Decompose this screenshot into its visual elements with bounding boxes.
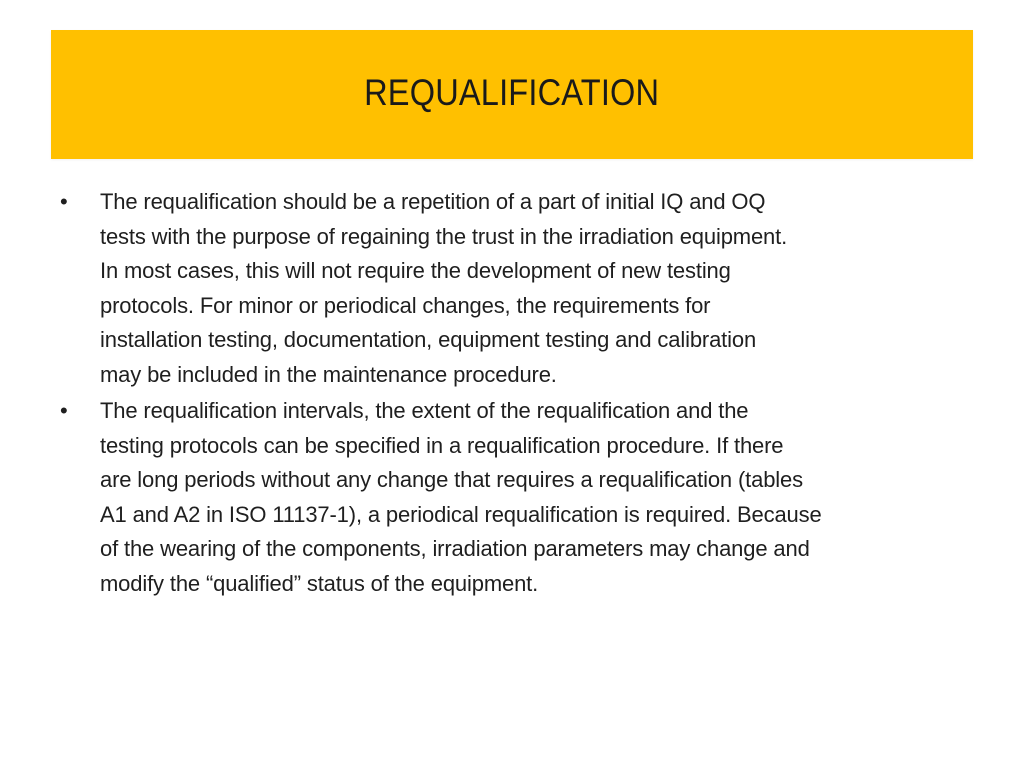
bullet-item [58,394,978,601]
bullet-list [58,185,978,603]
bullet-text: The requalification intervals, the extent of the requalification and the testing protocols can be specified in a requalification procedure. If there are long periods without any change that requires a requalification (tables A1 and A2 in ISO 11137-1), a periodical requalification is required. Because of the wearing of the components, irradiation parameters may change and modify the “qualified” status of the equipment. [100,398,822,596]
bullet-text: The requalification should be a repetition of a part of initial IQ and OQ tests with the purpose of regaining the trust in the irradiation equipment. In most cases, this will not require the development of new testing protocols. For minor or periodical changes, the requirements for installation testing, documentation, equipment testing and calibration may be included in the maintenance procedure. [100,189,788,387]
bullet-marker: • [60,398,68,423]
bullet-marker: • [60,189,68,214]
slide-title: REQUALIFICATION [364,71,660,113]
title-banner [51,30,973,159]
bullet-item [58,185,978,392]
